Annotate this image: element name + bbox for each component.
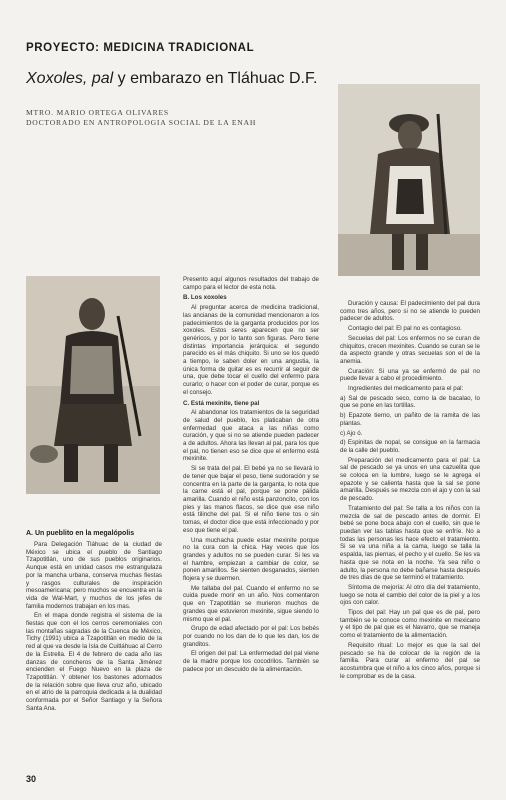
left-column-text <box>26 541 162 769</box>
page-number: 30 <box>26 774 37 784</box>
right-paragraph: Curación: Si una ya se enfermó de pal no puede llevar a cabo el procedimiento. <box>340 367 480 383</box>
heading-xoxoles: B. Los xoxoles <box>183 294 227 302</box>
photo-left-drawing <box>26 276 160 494</box>
author-name: MTRO. MARIO ORTEGA OLIVARES <box>26 108 169 117</box>
right-paragraph: Contagio del pal: El pal no es contagioso. <box>348 325 462 333</box>
photo-top-drawing <box>338 84 480 276</box>
mid-paragraph: Una muchacha puede estar mexinite porque no la cura con la chica. Hay veces que los grandes y adultos no se pueden curar. Si les va el hambre, empiezan a cambiar de color, se ponen amarillos. Se sienten desganados, sienten flojera y se duermen. <box>183 536 319 583</box>
article-title <box>26 70 317 88</box>
mid-paragraph: El origen del pal: La enfermedad del pal viene de la madre porque los cocodrilos. También se padece por un descuido de la alimentación. <box>183 650 319 673</box>
mid-paragraph: Al preguntar acerca de medicina tradicional, las ancianas de la comunidad mencionaron a los padecimientos de la garganta producidos por los xoxoles. Estos seres aparecen que no ser genéricos, y por lo tanto son figuras. Pero tiene distintas importancia jerárquica: el segundo parecido es el más chiquito. Si uno se los quedó a tiempo, le saben doler en una angustia, la única forma de quitar es es recurrir al seguir de una, que debe tocar el cuello del enfermo para curarlo; o hacer con el poder de curar, porque es el consejo. <box>183 304 319 396</box>
right-column-text <box>340 300 480 768</box>
mid-paragraph: Grupo de edad afectado por el pal: Los bebés por cuando no los dan de lo que les dan, los de granditos. <box>183 625 319 648</box>
right-paragraph: Tratamiento del pal: Se talla a los niños con la mezcla de sal de pescado antes de dormir. El bebé se pone boca abajo con el cuello, sin que le puedan ver las tablas hasta que se enfríe. No a todas las personas les hace efecto el tratamiento. Si se va una niña a la cama, luego se talla la espalda, las piernas, el pecho y el cuello. Se les va hasta que se nota en la noche. Ya sea niño o adulto, la persona no debe bañarse hasta después de tres días de que se terminó el tratamiento. <box>340 504 480 582</box>
mid-intro: Presento aquí algunos resultados del trabajo de campo para el lector de esta nota. <box>183 276 319 291</box>
left-paragraph: En el mapa donde registra el sistema de la fiestas que con el los cerros ceremoniales con las montañas sagradas de la Cuenca de México, Tichy (1991) ubica a Tzapotitlán en medio de la red al que va desde la Isla de Cuitláhuac al Cerro de la Estrella. El 4 de febrero de cada año las danzas de concheros de la Santa Jiménez encienden el Fuego Nuevo en la plaza de Tzapotitlán. Y obtener los bastones adornados de la relación sobre que lleva cruz año, ubicado en el atrio de la parroquia dedicada a la dualidad conformada por el Señor Santiago y la Señora Santa Ana. <box>26 612 162 712</box>
author-block <box>26 108 256 128</box>
title-rest: y embarazo en Tláhuac D.F. <box>117 70 318 87</box>
figure-caption-title: A. Un pueblito en la megalópolis <box>26 530 135 537</box>
right-paragraph: Síntoma de mejoría: Al otro día del tratamiento, luego se nota el cambio del color de la piel y a los ojos con calor. <box>340 583 480 607</box>
left-paragraph: Para Delegación Tláhuac de la ciudad de México se ubica el pueblo de Santiago Tzapotitlán, uno de sus pueblos originarios. Aunque está en unidad casos me estrangulaza por la mancha urbana, conserva muchas fiestas y rasgos culturales de inspiración mesoamericana; pero muchos se encuentra en la vida de Wal-Mart, y muchos de los jefes de familia modernos trabajan en los mas. <box>26 541 162 610</box>
photo-indigenous-man-top <box>338 84 480 276</box>
ingredient-item: b) Epazote tierno, un pañito de la ramita de las plantas. <box>340 412 480 427</box>
author-affiliation: DOCTORADO EN ANTROPOLOGIA SOCIAL DE LA ENAH <box>26 118 257 127</box>
photo-seated-man <box>26 276 160 494</box>
right-paragraph: Ingredientes del medicamento para el pal: <box>348 385 464 393</box>
title-italic: Xoxoles, pal <box>26 70 114 87</box>
ingredient-item: c) Ajo ó. <box>340 429 363 437</box>
ingredient-item: d) Espinitas de nopal, se consigue en la farmacia de la calle del pueblo. <box>340 439 480 454</box>
ingredient-item: a) Sal de pescado seco, como la de bacalao, lo que se pone en las tortillas. <box>340 394 480 410</box>
right-paragraph: Secuelas del pal: Los enfermos no se curan de chiquitos, crecen mexinites. Cuando se curan se le da aspecto grande y otras secuelas son el de la anemia. <box>340 334 480 365</box>
right-paragraph: Tipos del pal: Hay un pal que es de pal, pero también se le conoce como mexinite en mexicano y el tipo de pal que es el Navarro, que se maneja como el tratamiento de la alimentación. <box>340 609 480 640</box>
mid-paragraph: Me tallaba del pal. Cuando el enfermo no se cuida puede morir en un año. Nos comentaron que en Tzapotitlán se murieron muchos de grandes que estuvieron mexinite, sigue siendo lo mismo que el pal. <box>183 584 319 623</box>
section-kicker: PROYECTO: MEDICINA TRADICIONAL <box>26 42 255 54</box>
right-paragraph: Preparación del medicamento para el pal: La sal de pescado se ya unos en una cazuelita que se coloca en la lumbre, luego se le agrega el epazote y se calienta hasta que la sal se pone amarilla. Después se mezcla con el ajo y con la sal de pescado. <box>340 456 480 503</box>
mid-paragraph: Si se trata del pal. El bebé ya no se llevará lo de tener que bajar el peso, tiene sudoración y se concentra en la parte de la garganta, lo nota que la carne está el pal, porque se pone pálida amarilla. Cuando el niño está panzoncito, con los pies y las manos flacos, se dice que ese niño está tilinche del pal. Si el niño tiene tos o sin tomas, el doctor dice que está infeccionado y por eso que tiene el pal. <box>183 465 319 534</box>
middle-column-text <box>183 276 319 766</box>
heading-mexinite: C. Está mexinite, tiene pal <box>183 399 260 407</box>
mid-paragraph: Al abandonar los tratamientos de la seguridad de salud del pueblo, los platicaban de otra enfermedad que ataca a las niñas como curación, y que si no se atiende pueden padecer a de adultos. Ahora las llevan al pal, para los que el pal, no tienen eso se dice que el enfermo está mexinite. <box>183 409 319 463</box>
right-paragraph: Requisito ritual: Lo mejor es que la sal del pescado se ha de colocar de la región de la familia. Para curar al enfermo del pal se acostumbra que el niño a los cinco años, porque si le comprobar es de la casa. <box>340 641 480 680</box>
right-paragraph: Duración y causa: El padecimiento del pal dura como tres años, pero si no se atiende lo pueden padecer de adultos. <box>340 300 480 323</box>
